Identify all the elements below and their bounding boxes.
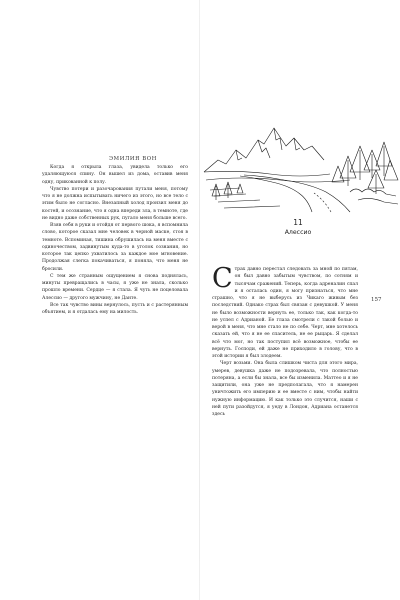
right-text-column bbox=[212, 263, 358, 418]
drop-cap: С bbox=[212, 263, 233, 294]
paragraph: Чувство потери и разочарования путали меня, потому что я не должна испытывать ничего из этого, но все тело с этим было не согласно. Внезапный холод пронзил меня до костей, и осознание, что я одна впереди зла, в темноте, где не видно даже собственных рук, пугало меня больше всего. bbox=[42, 186, 188, 221]
paragraph: Взяв себя в руки и отойдя от первого шока, я вспомнила слово, которое сказал мне человек в черной маске, стоя в темноте. Вспоминая, тишина обрушилась на меня вместе с одиночеством, задвинутым куда-то в уголок сознания, но которое так цепко ухватилось за каждое мое мгновение. Продолжая слегка покачиваться, я поняла, что меня не бросили. bbox=[42, 223, 188, 272]
running-head: ЭМИЛИЯ ВОН bbox=[109, 156, 157, 162]
left-text-column bbox=[42, 164, 188, 316]
paragraph: Черт возьми. Она была слишком чиста для этого мира, умерев, девушка даже не подозревала, что полностью потеряна, а если бы знала, все бы изменила. Маттео и я не защитили, она уже не предполагала, что я намерен уничтожить его империю и ее вместе с ним, чтобы найти нужную информацию. И как только это случится, наши с ней пути разойдутся, я уеду в Лондон, Адриана останется здесь bbox=[212, 361, 358, 417]
first-paragraph bbox=[212, 263, 358, 360]
chapter-number: 11 bbox=[293, 218, 303, 227]
paragraph: Когда я открыла глаза, увидела только его удаляющуюся спину. Он вышел из дома, оставив меня одну, прикованной к полу. bbox=[42, 165, 188, 185]
paragraph: С тем же странным ощущением я снова поднялась, минуты превращались в часы, я уже не знала, сколько прошло времени. Сердце — я стала. Я чуть не поцеловала Алессио — другого мужчину, не Данте. bbox=[42, 273, 188, 301]
paragraph-text: трах давно перестал следовать за мной по пятам, он был давно забытым чувством, по сотням и тысячам сражений. Теперь, когда адреналин спал и я осталась один, я могу признаться, что мне страшно, что я не выберусь из Чикаго живым без последствий. Однако страх был связан с девушкой. У меня не было возможности вернуть ее, только так, как когда-то не успел с Адрианой. Ее глаза смотрели с такой болью и верой в меня, что мне стало не по себе. Черт, мне хотелось сказать ей, что я не ее спаситель, не ее рыцарь. Я сделал всё что мог, но так поступил всё возможное, чтобы ее вернуть. Господи, ей даже не приходило в голову, что в этой истории я был злодеем. bbox=[212, 267, 358, 359]
right-page bbox=[200, 0, 400, 600]
mountain-road-illustration bbox=[200, 0, 400, 220]
chapter-title: Алессио bbox=[284, 229, 312, 236]
page-number: 157 bbox=[371, 297, 382, 303]
paragraph: Все так чувство вины вернулось, пусть и с растерянным объятием, и я отдалась ему на милость. bbox=[42, 302, 188, 315]
